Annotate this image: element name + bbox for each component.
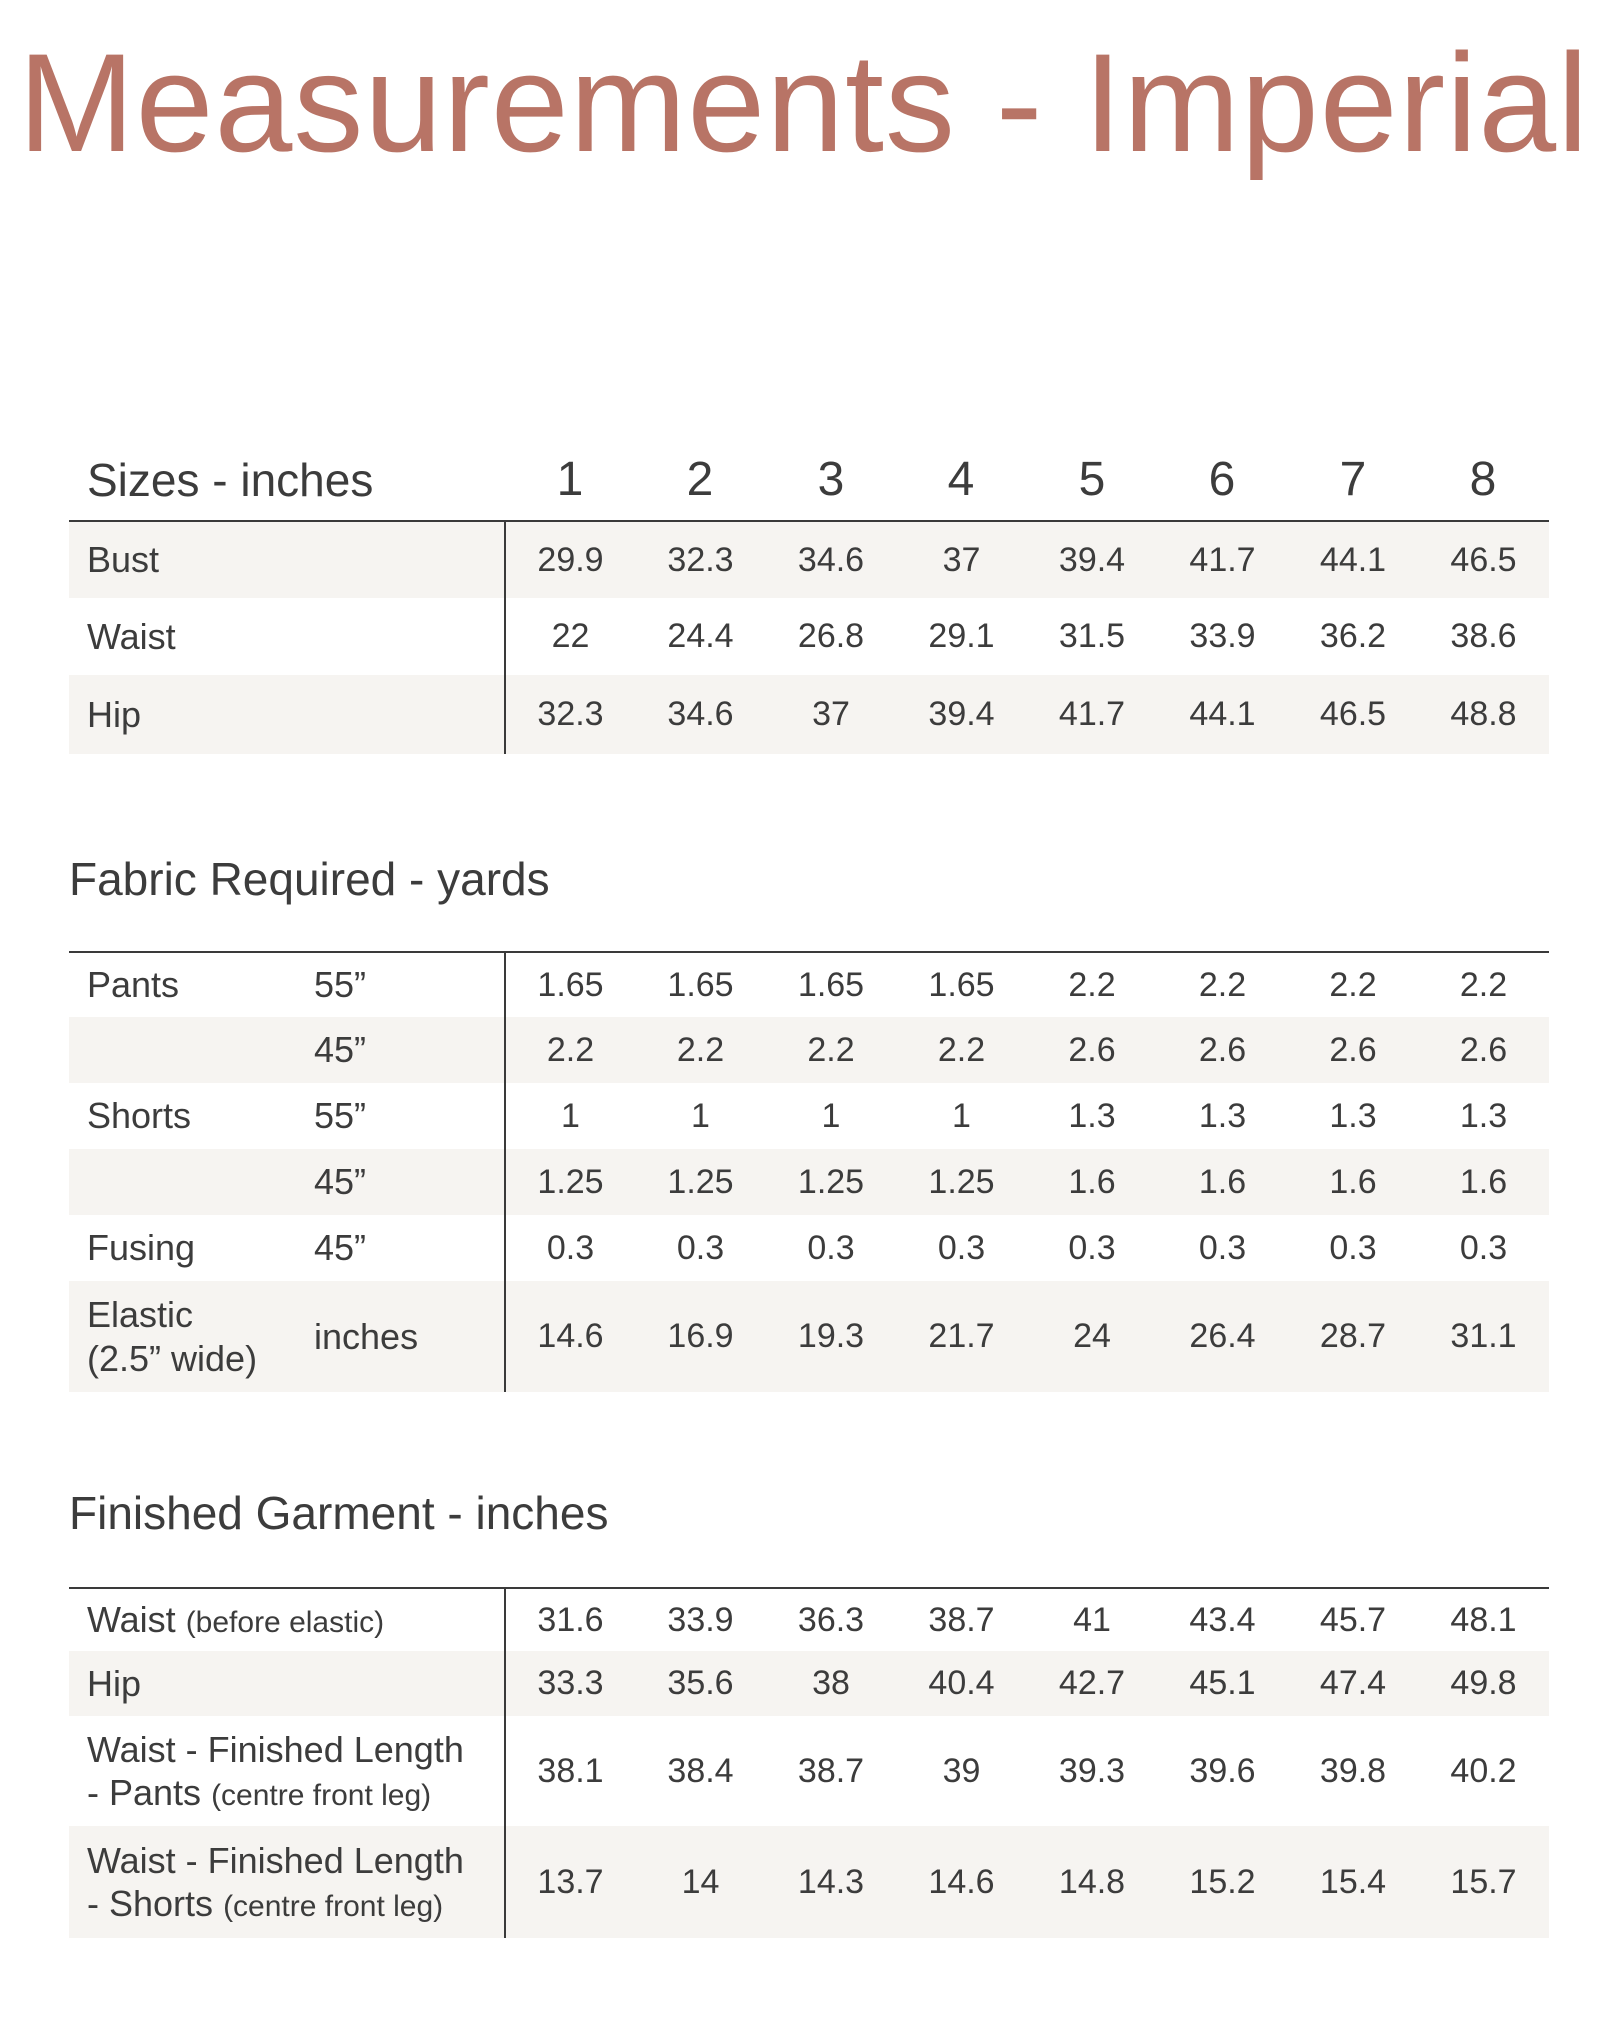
table-cell: 15.7 [1418, 1826, 1549, 1938]
table-cell: 14.6 [896, 1826, 1027, 1938]
table-cell: 1 [821, 1096, 841, 1135]
row-label: Pants [87, 964, 180, 1006]
fabric-width: 55” [314, 953, 505, 1017]
table-cell: 39.4 [1027, 522, 1157, 598]
table-cell: 2.2 [1198, 965, 1247, 1004]
table-cell: 13.7 [505, 1826, 635, 1938]
table-cell: 45.1 [1157, 1651, 1288, 1716]
row-note: (centre front leg) [211, 1779, 432, 1812]
fabric-width: 45” [314, 1215, 505, 1281]
table-cell: 38.6 [1450, 617, 1517, 655]
table-row [69, 1651, 1549, 1716]
table-cell: 1.25 [766, 1149, 896, 1215]
table-cell: 1.65 [667, 965, 734, 1004]
table-cell: 0.3 [937, 1228, 986, 1267]
table-cell: 2.2 [766, 1017, 896, 1083]
fabric-section-title: Fabric Required - yards [69, 853, 550, 905]
table-cell: 2.2 [505, 1017, 635, 1083]
size-heading: 6 [1208, 453, 1236, 506]
table-cell: 1.6 [1418, 1149, 1549, 1215]
table-cell: 26.4 [1157, 1281, 1288, 1392]
size-heading: 4 [947, 453, 975, 506]
row-label-detail: - Shorts [87, 1883, 214, 1924]
table-cell: 39 [942, 1751, 981, 1790]
table-cell: 36.2 [1319, 617, 1387, 655]
table-cell: 1.3 [1198, 1096, 1247, 1135]
table-cell: 38.7 [928, 1600, 995, 1639]
row-label-cell [69, 1716, 505, 1826]
row-label: Waist - Finished Length [87, 1839, 464, 1881]
row-label: Fusing [87, 1227, 196, 1269]
finished-garment-table [69, 1589, 1549, 1938]
table-cell: 39.3 [1058, 1751, 1126, 1790]
fabric-width: 45” [314, 1017, 505, 1083]
table-cell: 29.1 [928, 617, 995, 655]
table-cell: 0.3 [1459, 1228, 1508, 1267]
table-cell: 35.6 [635, 1651, 766, 1716]
table-cell: 33.3 [505, 1651, 635, 1716]
table-cell: 38 [766, 1651, 896, 1716]
table-cell: 1 [952, 1096, 971, 1135]
table-cell: 29.9 [505, 522, 635, 598]
table-cell: 14 [635, 1826, 766, 1938]
row-note: (centre front leg) [223, 1890, 444, 1923]
fabric-width: 55” [314, 1083, 505, 1149]
table-cell: 39.4 [896, 675, 1027, 754]
table-cell: 32.3 [505, 675, 635, 754]
table-cell: 41.7 [1157, 522, 1288, 598]
table-cell: 1.3 [1329, 1096, 1377, 1135]
table-cell: 28.7 [1288, 1281, 1418, 1392]
table-cell: 2.2 [896, 1017, 1027, 1083]
table-cell: 48.1 [1450, 1600, 1517, 1639]
table-row [69, 1017, 1549, 1083]
table-cell: 0.3 [546, 1228, 595, 1267]
table-cell: 1.65 [928, 965, 995, 1004]
fabric-width: 45” [314, 1149, 505, 1215]
table-row [69, 953, 1549, 1017]
table-cell: 2.2 [1459, 965, 1508, 1004]
table-cell: 41 [1073, 1600, 1111, 1639]
table-cell: 14.8 [1027, 1826, 1157, 1938]
table-cell: 45.7 [1319, 1600, 1387, 1639]
row-label-detail: - Pants [87, 1772, 202, 1813]
table-cell: 42.7 [1027, 1651, 1157, 1716]
table-cell: 34.6 [635, 675, 766, 754]
table-cell: 0.3 [1198, 1228, 1247, 1267]
table-cell: 1.25 [505, 1149, 635, 1215]
table-cell: 37 [896, 522, 1027, 598]
table-cell: 1.3 [1068, 1096, 1116, 1135]
sizes-header [69, 440, 1549, 522]
table-cell: 16.9 [635, 1281, 766, 1392]
table-row [69, 1215, 1549, 1281]
sizes-header-label: Sizes - inches [87, 454, 374, 506]
table-row [69, 598, 1549, 675]
table-cell: 43.4 [1189, 1600, 1256, 1639]
table-cell: 0.3 [1068, 1228, 1116, 1267]
size-heading: 2 [686, 453, 714, 506]
table-cell: 40.2 [1450, 1751, 1517, 1790]
table-cell: 36.3 [797, 1600, 865, 1639]
size-heading: 3 [817, 453, 845, 506]
table-cell: 1.65 [797, 965, 865, 1004]
size-heading: 1 [556, 453, 584, 506]
table-cell: 2.2 [1068, 965, 1116, 1004]
table-cell: 1.6 [1157, 1149, 1288, 1215]
table-cell: 1.25 [635, 1149, 766, 1215]
row-label: Waist [87, 1599, 176, 1641]
table-cell: 15.4 [1288, 1826, 1418, 1938]
size-heading: 8 [1469, 453, 1497, 506]
size-heading: 7 [1339, 453, 1367, 506]
table-cell: 24.4 [667, 617, 734, 655]
row-label-cell [69, 1826, 505, 1938]
table-cell: 1.65 [537, 965, 604, 1004]
table-cell: 39.6 [1189, 1751, 1256, 1790]
table-cell: 34.6 [766, 522, 896, 598]
row-label: Hip [69, 675, 505, 754]
fabric-width: inches [314, 1281, 505, 1392]
table-cell: 38.1 [537, 1751, 604, 1790]
row-label-cell [69, 1651, 505, 1716]
table-row [69, 675, 1549, 754]
row-label: Elastic [87, 1294, 194, 1336]
table-cell: 2.6 [1027, 1017, 1157, 1083]
table-cell: 2.6 [1418, 1017, 1549, 1083]
page-title: Measurements - Imperial [18, 24, 1590, 181]
row-label-detail: (2.5” wide) [87, 1337, 258, 1379]
table-cell: 1.25 [896, 1149, 1027, 1215]
table-cell: 1.6 [1288, 1149, 1418, 1215]
table-cell: 46.5 [1288, 675, 1418, 754]
table-cell: 46.5 [1418, 522, 1549, 598]
table-cell: 38.4 [667, 1751, 734, 1790]
table-cell: 40.4 [896, 1651, 1027, 1716]
table-row [69, 1083, 1549, 1149]
row-label: Waist [69, 598, 505, 675]
table-cell: 1 [691, 1096, 710, 1135]
table-cell: 33.9 [667, 1600, 734, 1639]
row-label-cell [69, 1589, 505, 1651]
table-cell: 39.8 [1319, 1751, 1387, 1790]
row-note: (before elastic) [185, 1606, 385, 1640]
table-cell: 22 [551, 617, 590, 655]
table-cell: 2.2 [1329, 965, 1377, 1004]
table-row [69, 1149, 1549, 1215]
table-cell: 31.1 [1418, 1281, 1549, 1392]
table-row [69, 1281, 1549, 1392]
fabric-required-table [69, 953, 1549, 1392]
table-cell: 31.5 [1058, 617, 1126, 655]
row-label: Hip [87, 1662, 142, 1704]
table-cell: 48.8 [1418, 675, 1549, 754]
table-cell: 41.7 [1027, 675, 1157, 754]
finished-section-title: Finished Garment - inches [69, 1487, 609, 1539]
table-cell: 1.6 [1027, 1149, 1157, 1215]
table-cell: 21.7 [896, 1281, 1027, 1392]
table-cell: 1 [561, 1096, 580, 1135]
table-row [69, 1589, 1549, 1651]
table-cell: 44.1 [1157, 675, 1288, 754]
row-label-elastic [69, 1281, 314, 1392]
table-row [69, 522, 1549, 598]
table-cell: 44.1 [1288, 522, 1418, 598]
table-cell: 26.8 [797, 617, 865, 655]
table-cell: 31.6 [537, 1600, 604, 1639]
table-cell: 19.3 [766, 1281, 896, 1392]
row-label: Shorts [87, 1095, 192, 1137]
table-cell: 2.6 [1288, 1017, 1418, 1083]
table-cell: 37 [766, 675, 896, 754]
row-label [69, 1149, 314, 1215]
table-cell: 24 [1027, 1281, 1157, 1392]
table-cell: 14.3 [766, 1826, 896, 1938]
table-cell: 2.6 [1157, 1017, 1288, 1083]
table-cell: 0.3 [1329, 1228, 1377, 1267]
row-label: Bust [69, 522, 505, 598]
table-row [69, 1826, 1549, 1938]
table-cell: 33.9 [1189, 617, 1256, 655]
table-cell: 47.4 [1288, 1651, 1418, 1716]
table-cell: 0.3 [807, 1228, 855, 1267]
table-cell: 49.8 [1418, 1651, 1549, 1716]
table-cell: 15.2 [1157, 1826, 1288, 1938]
table-cell: 1.3 [1459, 1096, 1508, 1135]
size-heading: 5 [1078, 453, 1106, 506]
table-cell: 32.3 [635, 522, 766, 598]
table-cell: 38.7 [797, 1751, 865, 1790]
body-measurements-table [69, 522, 1549, 754]
table-cell: 2.2 [635, 1017, 766, 1083]
row-label: Waist - Finished Length [87, 1728, 464, 1770]
row-label [69, 1017, 314, 1083]
table-cell: 14.6 [505, 1281, 635, 1392]
table-cell: 0.3 [676, 1228, 725, 1267]
table-row [69, 1716, 1549, 1826]
